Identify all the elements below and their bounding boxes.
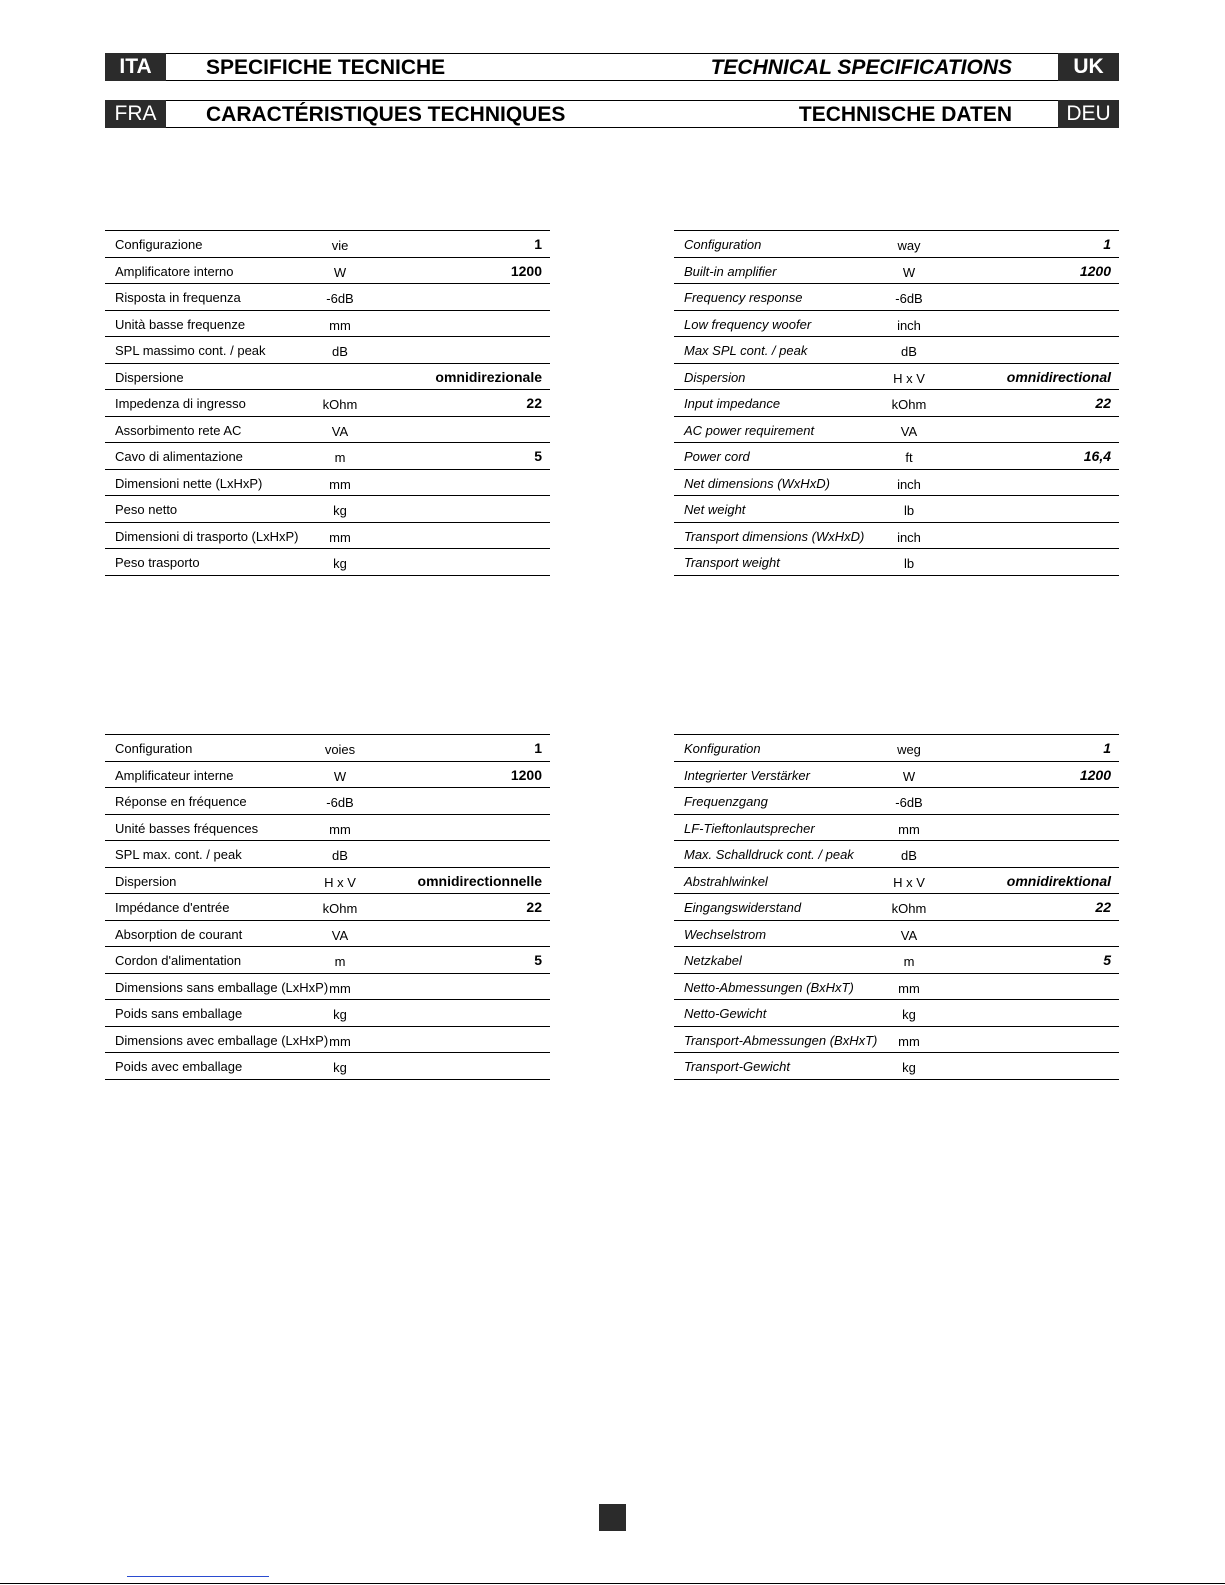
spec-row [105, 417, 550, 444]
spec-unit: m [903, 954, 915, 969]
spec-row [674, 815, 1119, 842]
spec-label: Frequency response [684, 290, 803, 305]
spec-row [674, 417, 1119, 444]
spec-unit: mm [329, 821, 351, 837]
spec-label: Poids sans emballage [115, 1006, 243, 1021]
spec-value: 1200 [1079, 766, 1111, 783]
spec-row [105, 1053, 550, 1080]
spec-row [674, 549, 1119, 576]
spec-row [674, 788, 1119, 815]
spec-unit: H x V [893, 874, 925, 890]
spec-unit: H x V [324, 874, 356, 890]
spec-label: Amplificatore interno [115, 263, 234, 279]
spec-label: Amplificateur interne [115, 767, 234, 783]
spec-label: Abstrahlwinkel [684, 873, 768, 889]
spec-row [674, 762, 1119, 789]
title-ita: SPECIFICHE TECNICHE [206, 56, 446, 79]
spec-table-ita [105, 230, 550, 576]
spec-row [105, 258, 550, 285]
lang-tag-ita: ITA [105, 53, 166, 81]
spec-unit: -6dB [326, 795, 354, 810]
spec-table-deu [674, 734, 1119, 1080]
spec-unit: way [897, 238, 921, 253]
spec-unit: kOhm [322, 901, 358, 916]
spec-unit: ft [905, 450, 913, 465]
spec-value: 1 [1103, 740, 1111, 756]
spec-row [105, 1000, 550, 1027]
spec-value: omnidirectionnelle [417, 872, 542, 889]
spec-row [674, 390, 1119, 417]
spec-row [105, 1027, 550, 1054]
spec-unit: dB [332, 344, 348, 359]
spec-row [105, 523, 550, 550]
spec-label: Dispersion [115, 873, 177, 889]
spec-unit: m [334, 954, 346, 969]
spec-unit: m [334, 450, 346, 465]
spec-unit: lb [903, 503, 915, 518]
spec-label: AC power requirement [684, 422, 815, 438]
spec-unit: inch [897, 476, 921, 492]
spec-label: LF-Tieftonlautsprecher [684, 820, 815, 836]
spec-unit: weg [897, 742, 921, 757]
spec-row [674, 284, 1119, 311]
spec-row [105, 231, 550, 258]
spec-row [674, 974, 1119, 1001]
spec-label: Power cord [684, 449, 750, 464]
spec-label: Transport-Abmessungen (BxHxT) [684, 1032, 878, 1048]
spec-label: Konfiguration [684, 741, 761, 756]
spec-label: Peso trasporto [115, 555, 200, 570]
spec-row [674, 894, 1119, 921]
spec-value: 1 [534, 236, 542, 252]
spec-label: Input impedance [684, 396, 781, 411]
spec-value: 5 [534, 952, 542, 968]
spec-label: Max SPL cont. / peak [684, 343, 808, 358]
spec-row [105, 974, 550, 1001]
lang-tag-uk: UK [1058, 53, 1119, 81]
spec-row [674, 868, 1119, 895]
spec-value: 16,4 [1083, 448, 1111, 464]
spec-row [674, 258, 1119, 285]
spec-unit: kg [333, 503, 347, 518]
spec-unit: mm [329, 980, 351, 996]
spec-unit: kOhm [891, 397, 927, 412]
spec-value: 22 [526, 899, 542, 915]
spec-unit: mm [898, 821, 920, 837]
spec-label: Configurazione [115, 237, 203, 252]
spec-unit: W [333, 264, 347, 280]
spec-label: Max. Schalldruck cont. / peak [684, 847, 854, 862]
spec-row [674, 841, 1119, 868]
spec-unit: W [902, 264, 916, 280]
spec-label: Netto-Gewicht [684, 1006, 767, 1021]
spec-row [674, 1000, 1119, 1027]
spec-row [105, 868, 550, 895]
spec-row [105, 443, 550, 470]
spec-table-fra [105, 734, 550, 1080]
spec-unit: dB [901, 848, 917, 863]
spec-value: 22 [1095, 395, 1111, 411]
spec-unit: VA [331, 423, 349, 439]
spec-unit: H x V [893, 370, 925, 386]
spec-unit: inch [897, 529, 921, 545]
spec-label: Wechselstrom [684, 926, 767, 942]
spec-row [105, 364, 550, 391]
spec-unit: mm [898, 1033, 920, 1049]
spec-label: Frequenzgang [684, 794, 768, 809]
spec-unit: mm [329, 529, 351, 545]
spec-label: Risposta in frequenza [115, 290, 241, 305]
spec-row [674, 337, 1119, 364]
spec-unit: lb [903, 556, 915, 571]
spec-unit: kg [902, 1007, 916, 1022]
spec-value: 22 [1095, 899, 1111, 915]
spec-unit: kg [333, 1007, 347, 1022]
spec-label: Assorbimento rete AC [115, 422, 242, 438]
spec-label: SPL max. cont. / peak [115, 847, 242, 862]
spec-value: 1 [534, 740, 542, 756]
spec-unit: VA [331, 927, 349, 943]
spec-unit: voies [324, 742, 356, 757]
spec-label: Dimensions avec emballage (LxHxP) [115, 1032, 329, 1048]
spec-row [105, 337, 550, 364]
spec-unit: -6dB [326, 291, 354, 306]
spec-unit: VA [900, 423, 918, 439]
title-deu: TECHNISCHE DATEN [798, 103, 1012, 126]
spec-row [674, 364, 1119, 391]
spec-label: Transport weight [684, 555, 780, 570]
spec-row [674, 311, 1119, 338]
spec-row [105, 788, 550, 815]
spec-unit: mm [329, 317, 351, 333]
spec-unit: mm [898, 980, 920, 996]
spec-row [674, 1053, 1119, 1080]
spec-value: 5 [534, 448, 542, 464]
spec-label: Impédance d'entrée [115, 900, 230, 915]
spec-label: Netzkabel [684, 953, 742, 968]
spec-row [674, 921, 1119, 948]
footer-rule [0, 1583, 1225, 1584]
spec-row [674, 231, 1119, 258]
spec-value: 5 [1103, 952, 1111, 968]
spec-value: 1200 [510, 262, 542, 279]
spec-value: 1200 [510, 766, 542, 783]
spec-value: omnidirectional [1006, 368, 1111, 385]
spec-label: Poids avec emballage [115, 1059, 243, 1074]
spec-label: Eingangswiderstand [684, 900, 802, 915]
spec-unit: kOhm [891, 901, 927, 916]
spec-label: Configuration [684, 237, 762, 252]
spec-label: Configuration [115, 741, 193, 756]
spec-label: Net weight [684, 502, 746, 517]
spec-row [105, 311, 550, 338]
spec-row [674, 470, 1119, 497]
page-marker [599, 1504, 626, 1531]
spec-row [105, 470, 550, 497]
spec-row [674, 947, 1119, 974]
footer-link-underline [127, 1576, 269, 1577]
spec-unit: kg [902, 1060, 916, 1075]
spec-row [105, 549, 550, 576]
spec-label: Unità basse frequenze [115, 316, 246, 332]
spec-unit: -6dB [895, 291, 923, 306]
header-bar-ita-uk [105, 53, 1119, 81]
spec-unit: inch [897, 317, 921, 333]
spec-value: omnidirektional [1006, 872, 1111, 889]
spec-row [105, 762, 550, 789]
spec-row [105, 735, 550, 762]
spec-label: Dimensioni di trasporto (LxHxP) [115, 528, 299, 544]
spec-row [105, 496, 550, 523]
spec-label: Net dimensions (WxHxD) [684, 475, 830, 491]
spec-unit: kOhm [322, 397, 358, 412]
spec-table-uk [674, 230, 1119, 576]
spec-label: Unité basses fréquences [115, 820, 259, 836]
spec-unit: vie [331, 238, 349, 253]
spec-label: Low frequency woofer [684, 316, 812, 332]
spec-value: omnidirezionale [435, 368, 542, 385]
lang-tag-deu: DEU [1058, 100, 1119, 128]
spec-value: 1200 [1079, 262, 1111, 279]
spec-row [105, 284, 550, 311]
spec-row [674, 735, 1119, 762]
spec-label: Built-in amplifier [684, 263, 777, 279]
spec-label: Transport-Gewicht [684, 1059, 790, 1074]
spec-row [105, 390, 550, 417]
spec-unit: kg [333, 556, 347, 571]
spec-row [105, 947, 550, 974]
spec-label: Dispersion [684, 369, 746, 385]
spec-value: 1 [1103, 236, 1111, 252]
title-fra: CARACTÉRISTIQUES TECHNIQUES [206, 103, 566, 126]
spec-row [105, 921, 550, 948]
spec-row [674, 1027, 1119, 1054]
spec-value: 22 [526, 395, 542, 411]
spec-label: SPL massimo cont. / peak [115, 343, 266, 358]
spec-unit: mm [329, 476, 351, 492]
spec-label: Dimensioni nette (LxHxP) [115, 475, 263, 491]
spec-label: Transport dimensions (WxHxD) [684, 528, 865, 544]
spec-row [674, 523, 1119, 550]
spec-unit: dB [332, 848, 348, 863]
spec-label: Dimensions sans emballage (LxHxP) [115, 979, 329, 995]
spec-unit: W [902, 768, 916, 784]
spec-label: Netto-Abmessungen (BxHxT) [684, 979, 854, 995]
spec-label: Cavo di alimentazione [115, 449, 243, 464]
spec-unit: -6dB [895, 795, 923, 810]
spec-label: Absorption de courant [115, 926, 243, 942]
spec-row [674, 443, 1119, 470]
spec-label: Dispersione [115, 369, 184, 385]
spec-row [105, 894, 550, 921]
spec-unit: W [333, 768, 347, 784]
spec-unit: mm [329, 1033, 351, 1049]
spec-unit: kg [333, 1060, 347, 1075]
lang-tag-fra: FRA [105, 100, 166, 128]
spec-label: Integrierter Verstärker [684, 767, 810, 783]
title-uk: TECHNICAL SPECIFICATIONS [710, 56, 1012, 79]
spec-row [105, 815, 550, 842]
spec-unit: VA [900, 927, 918, 943]
spec-label: Impedenza di ingresso [115, 396, 246, 411]
spec-label: Réponse en fréquence [115, 794, 247, 809]
spec-row [105, 841, 550, 868]
spec-label: Peso netto [115, 502, 178, 517]
spec-row [674, 496, 1119, 523]
spec-label: Cordon d'alimentation [115, 953, 242, 968]
header-bar-fra-deu [105, 100, 1119, 128]
spec-unit: dB [901, 344, 917, 359]
